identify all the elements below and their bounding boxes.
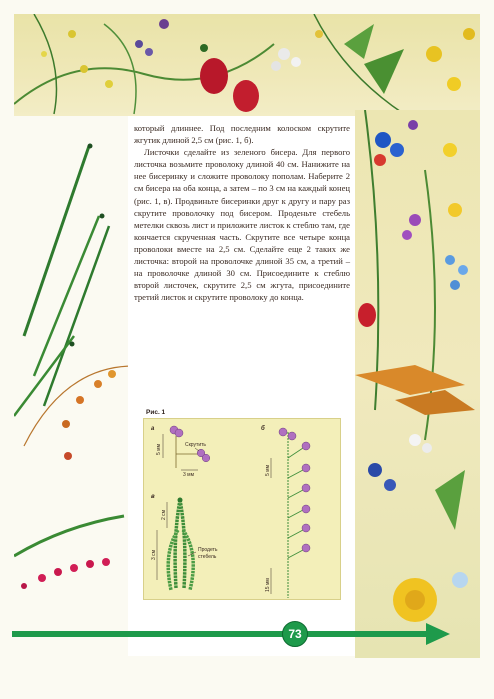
dim-15mm-b: 15 мм bbox=[265, 578, 271, 592]
panel-b-label: б bbox=[261, 426, 265, 432]
paragraph-1: который длиннее. Под последним колоском скрутите жгутик длиной 2,5 см (рис. 1, б). bbox=[134, 123, 350, 146]
dim-2cm: 2 см bbox=[161, 509, 167, 520]
arrow bbox=[195, 448, 199, 451]
thread-stem-label-1: Продеть bbox=[198, 547, 218, 553]
top-artwork-drawing bbox=[14, 14, 480, 116]
left-artwork-drawing bbox=[14, 116, 132, 610]
leaf-beads bbox=[168, 498, 193, 591]
thread-stem-label-2: стебель bbox=[198, 554, 217, 560]
panel-b-beads bbox=[279, 428, 310, 558]
right-beaded-artwork bbox=[355, 110, 480, 658]
dim-5mm-b: 5 мм bbox=[265, 464, 271, 476]
bead bbox=[175, 429, 183, 437]
paragraph-2: Листочки сделайте из зеленого бисера. Для первого листочка возьмите проволоку длиной 40 см. Нанижите на нее бисеринку и сложите проволоку пополам. Наберите 2 см бисера на оба конца, а затем – по 3 см на каждый конец (рис. 1, в). Продвиньте бисеринки друг к другу и пару раз скрутите проволочку под бисером. Проденьте стебель метелки сквозь лист и приложите листок к стеблю там, где кончается скрученная часть. Скрутите все четыре конца проволоки вместе на 2,5 см. Сделайте еще 2 таких же листочка: второй на проволочке длиной 35 см, а третий – на проволочке длиной 30 см. Присоедините к стеблю второй листочек, скрутите 2,5 см жгута, присоедините третий листок и скрутите проволоку до конца. bbox=[134, 147, 350, 303]
figure-title: Рис. 1 bbox=[146, 409, 166, 416]
bead bbox=[202, 454, 210, 462]
instruction-text bbox=[134, 122, 350, 303]
twist-label: Скрутить bbox=[185, 442, 207, 448]
dim-3cm: 3 см bbox=[151, 549, 157, 560]
top-beaded-artwork bbox=[14, 14, 480, 116]
dim-3mm-a: 3 мм bbox=[183, 472, 195, 478]
left-beaded-stems bbox=[14, 116, 132, 610]
panel-a-label: а bbox=[151, 426, 155, 432]
page-number: 73 bbox=[288, 627, 302, 641]
figure-diagram bbox=[143, 418, 341, 600]
panel-c-label: в bbox=[151, 494, 155, 500]
bottom-arrow bbox=[0, 618, 494, 652]
right-artwork-drawing bbox=[355, 110, 480, 658]
dim-5mm-a: 5 мм bbox=[156, 443, 162, 455]
